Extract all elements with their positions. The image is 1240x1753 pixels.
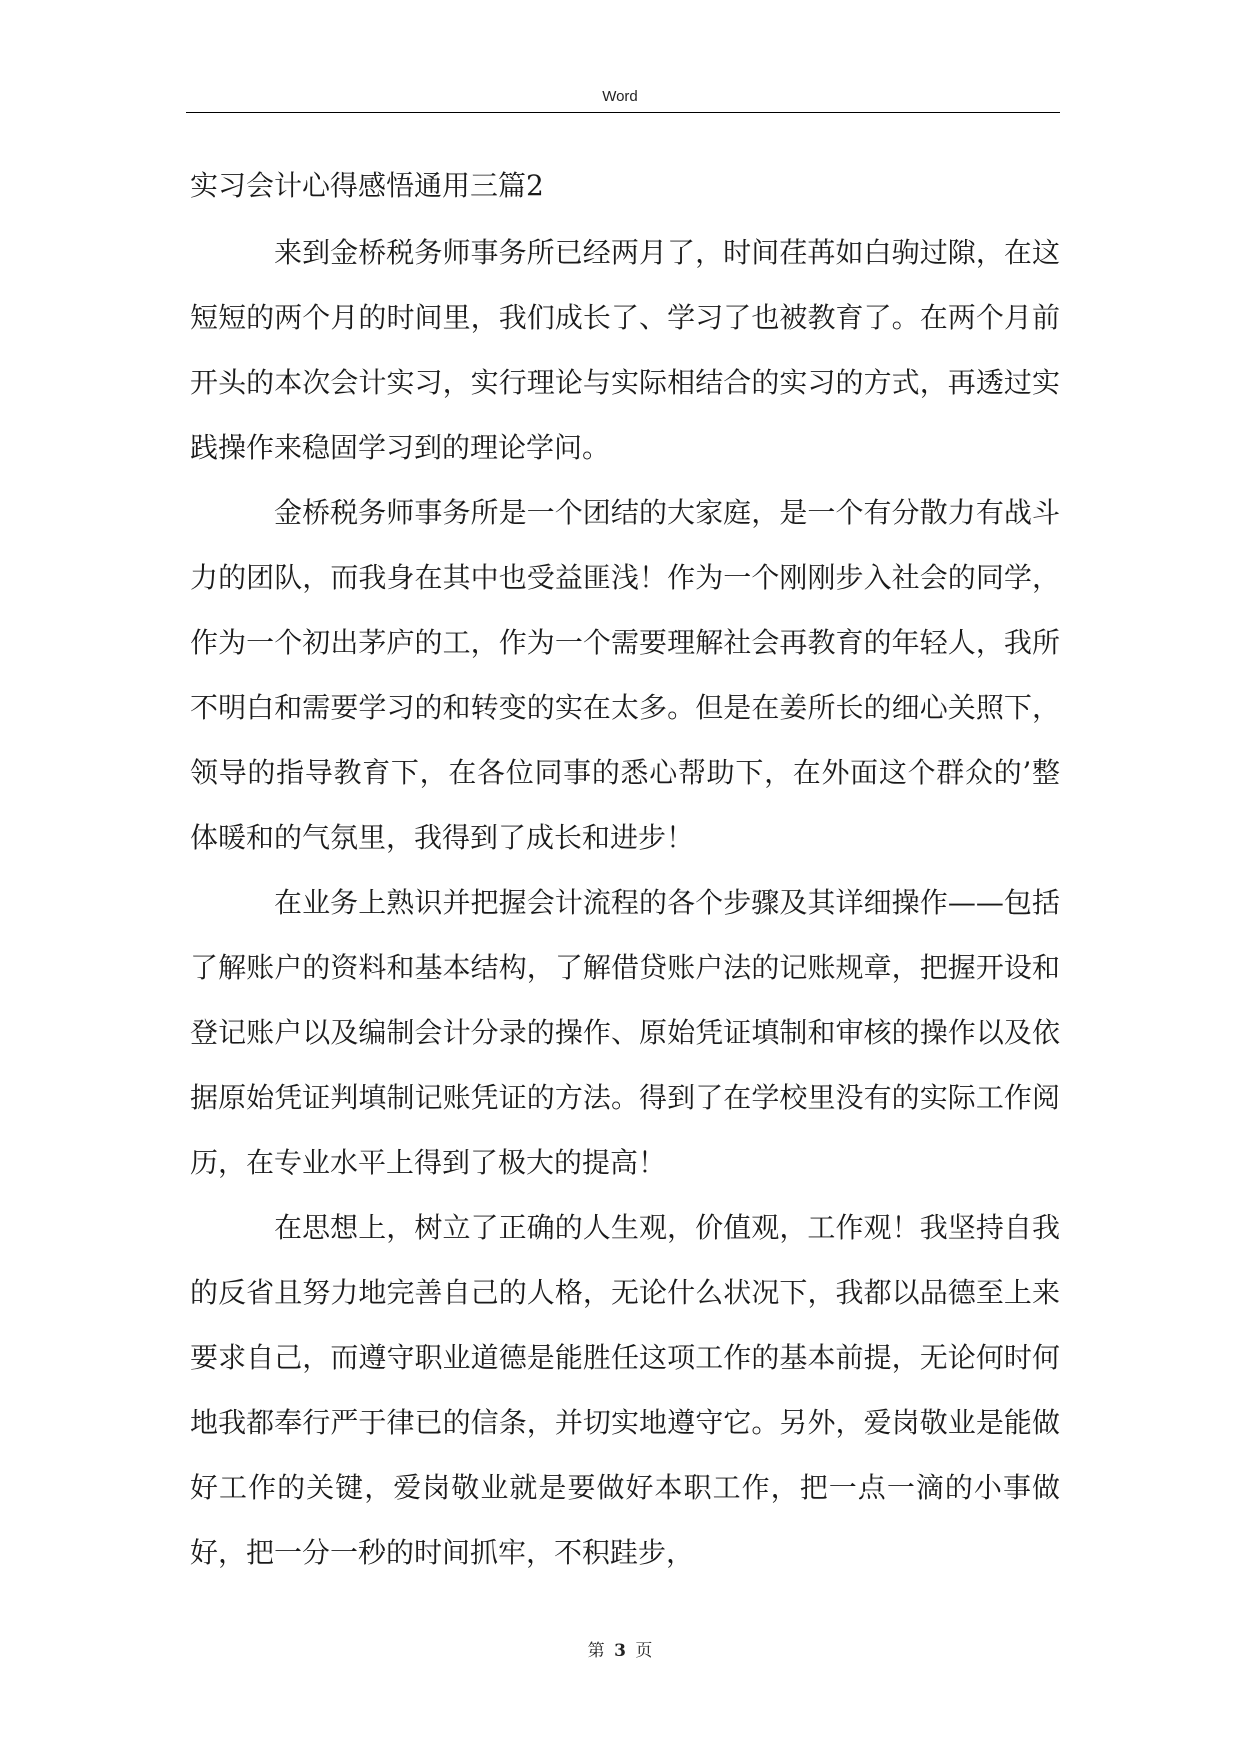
- header-divider: [186, 112, 1060, 113]
- paragraph: 来到金桥税务师事务所已经两月了，时间荏苒如白驹过隙，在这短短的两个月的时间里，我们成长了、学习了也被教育了。在两个月前开头的本次会计实习，实行理论与实际相结合的实习的方式，再透过实践操作来稳固学习到的理论学问。: [190, 236, 1060, 464]
- page-suffix: 页: [635, 1641, 653, 1661]
- running-header: Word: [602, 88, 638, 105]
- paragraph: 在业务上熟识并把握会计流程的各个步骤及其详细操作——包括了解账户的资料和基本结构，了解借贷账户法的记账规章，把握开设和登记账户以及编制会计分录的操作、原始凭证填制和审核的操作以及依据原始凭证判填制记账凭证的方法。得到了在学校里没有的实际工作阅历，在专业水平上得到了极大的提高！: [190, 886, 1060, 1179]
- document-title: 实习会计心得感悟通用三篇2: [190, 169, 544, 202]
- page-number: 3: [614, 1641, 626, 1661]
- paragraph: 金桥税务师事务所是一个团结的大家庭，是一个有分散力有战斗力的团队，而我身在其中也受益匪浅！作为一个刚刚步入社会的同学，作为一个初出茅庐的工，作为一个需要理解社会再教育的年轻人，我所不明白和需要学习的和转变的实在太多。但是在姜所长的细心关照下，领导的指导教育下，在各位同事的悉心帮助下，在外面这个群众的’整体暖和的气氛里，我得到了成长和进步！: [190, 496, 1060, 854]
- paragraph: 在思想上，树立了正确的人生观，价值观，工作观！我坚持自我的反省且努力地完善自己的人格，无论什么状况下，我都以品德至上来要求自己，而遵守职业道德是能胜任这项工作的基本前提，无论何时何地我都奉行严于律已的信条，并切实地遵守它。另外，爱岗敬业是能做好工作的关键，爱岗敬业就是要做好本职工作，把一点一滴的小事做好，把一分一秒的时间抓牢，不积跬步，: [190, 1211, 1060, 1569]
- page-footer: [0, 1636, 1240, 1661]
- page-prefix: 第: [587, 1641, 605, 1661]
- document-body: [190, 220, 1060, 1585]
